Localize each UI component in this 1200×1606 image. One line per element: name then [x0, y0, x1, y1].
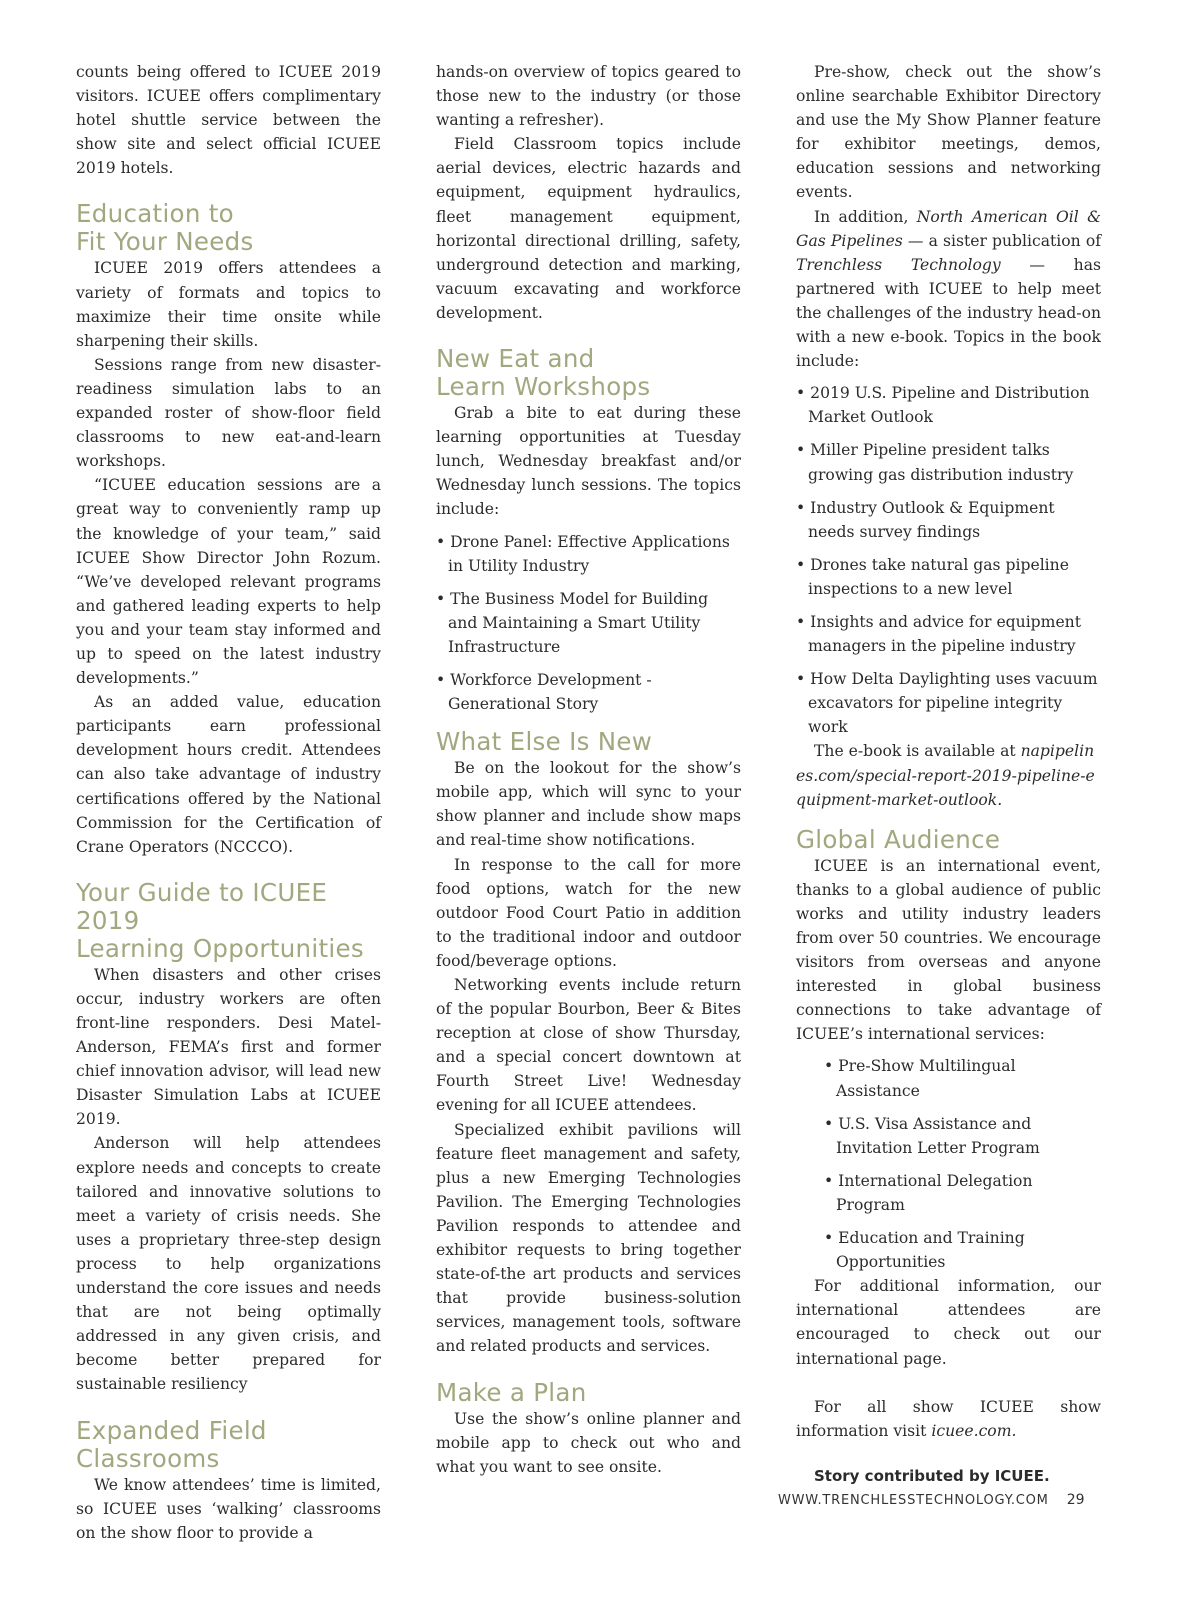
paragraph: In response to the call for more food options, watch for the new outdoor Food Court Patio in addition to the traditional indoor and outdoor food/beverage options. [436, 855, 741, 970]
list-item: • U.S. Visa Assistance and Invitation Letter Program [796, 1112, 1101, 1160]
paragraph: As an added value, education participants earn professional development hours credit. Attendees can also take advantage of industry certifications offered by the National Commission for the Certification of Crane Operators (NCCCO). [76, 693, 381, 856]
list-item: • Pre-Show Multilingual Assistance [796, 1054, 1101, 1102]
list-item: • Miller Pipeline president talks growing gas distribution industry [796, 438, 1101, 486]
list-item: • Drones take natural gas pipeline inspections to a new level [796, 553, 1101, 601]
paragraph: ICUEE 2019 offers attendees a variety of formats and topics to maximize their time onsite while sharpening their skills. [76, 259, 381, 350]
heading-guide: Your Guide to ICUEE 2019 Learning Opportunities [76, 877, 364, 963]
ebook-link[interactable]: napipelines.com/special-report-2019-pipeline-equipment-market-outlook. [796, 742, 1095, 809]
publication-name: Trenchless Technology [796, 255, 1001, 274]
paragraph: hands-on overview of topics geared to those new to the industry (or those wanting a refresher). [436, 63, 741, 130]
list-item: • The Business Model for Building and Maintaining a Smart Utility Infrastructure [436, 587, 741, 659]
heading-eat-learn: New Eat and Learn Workshops [436, 344, 651, 402]
paragraph-quote: “ICUEE education sessions are a great way to conveniently ramp up the knowledge of your team,” said ICUEE Show Director John Rozum. “We’ve developed relevant programs and gathered leading experts to help you and your team stay informed and up to speed on the latest industry developments.” [76, 476, 381, 688]
publication-name: North American Oil & Gas Pipelines [796, 207, 1101, 250]
heading-global-audience: Global Audience [796, 824, 1001, 854]
paragraph: For all show ICUEE show information visit icuee.com. [796, 1397, 1101, 1440]
list-item: • International Delegation Program [796, 1169, 1101, 1217]
paragraph: ICUEE is an international event, thanks to a global audience of public works and utility industry leaders from over 50 countries. We encourage visitors from overseas and anyone interested in global business connections to take advantage of ICUEE’s international services: [796, 856, 1101, 1044]
list-item: • Workforce Development - Generational Story [436, 668, 741, 716]
heading-education: Education to Fit Your Needs [76, 199, 254, 257]
services-list [796, 1054, 1101, 1274]
list-item: • Insights and advice for equipment managers in the pipeline industry [796, 610, 1101, 658]
page-number: 29 [1066, 1492, 1085, 1508]
story-credit: Story contributed by ICUEE. [814, 1466, 1050, 1485]
paragraph: Anderson will help attendees explore needs and concepts to create tailored and innovative solutions to meet a variety of crisis needs. She uses a proprietary three-step design process to help organizations understand the core issues and needs that are not being optimally addressed in any given crisis, and become better prepared for sustainable resiliency [76, 1134, 381, 1394]
list-item: • Drone Panel: Effective Applications in Utility Industry [436, 530, 741, 578]
paragraph: We know attendees’ time is limited, so ICUEE uses ‘walking’ classrooms on the show floor to provide a [76, 1475, 381, 1542]
paragraph: When disasters and other crises occur, industry workers are often front-line responders. Desi Matel-Anderson, FEMA’s first and former chief innovation advisor, will lead new Disaster Simulation Labs at ICUEE 2019. [76, 965, 381, 1129]
heading-make-plan: Make a Plan [436, 1377, 587, 1407]
icuee-link[interactable]: icuee.com. [931, 1421, 1017, 1440]
paragraph: For additional information, our international attendees are encouraged to check out our international page. [796, 1277, 1101, 1368]
list-item: • How Delta Daylighting uses vacuum excavators for pipeline integrity work [796, 667, 1101, 739]
heading-what-else: What Else Is New [436, 727, 653, 757]
paragraph: counts being offered to ICUEE 2019 visitors. ICUEE offers complimentary hotel shuttle service between the show site and select official ICUEE 2019 hotels. [76, 63, 381, 178]
spacer [796, 1371, 1101, 1395]
paragraph: Be on the lookout for the show’s mobile app, which will sync to your show planner and include show maps and real-time show notifications. [436, 759, 741, 850]
topics-list [436, 530, 741, 717]
list-item: • Education and Training Opportunities [796, 1226, 1101, 1274]
paragraph: Networking events include return of the popular Bourbon, Beer & Bites reception at close of show Thursday, and a special concert downtown at Fourth Street Live! Wednesday evening for all ICUEE attendees. [436, 976, 741, 1115]
paragraph: The e-book is available at napipelines.com/special-report-2019-pipeline-equipment-market-outlook. [796, 742, 1095, 809]
ebook-topics-list [796, 381, 1101, 739]
list-item: • Industry Outlook & Equipment needs survey findings [796, 496, 1101, 544]
paragraph: Specialized exhibit pavilions will feature fleet management and safety, plus a new Emerging Technologies Pavilion. The Emerging Technologies Pavilion responds to attendee and exhibitor requests to bring together state-of-the art products and services that provide business-solution services, management tools, software and related products and services. [436, 1120, 741, 1356]
paragraph: Field Classroom topics include aerial devices, electric hazards and equipment, equipment hydraulics, fleet management equipment, horizontal directional drilling, safety, underground detection and marking, vacuum excavating and workforce development. [436, 135, 741, 322]
page-footer [778, 1492, 1085, 1508]
paragraph: Grab a bite to eat during these learning opportunities at Tuesday lunch, Wednesday breakfast and/or Wednesday lunch sessions. The topics include: [436, 404, 741, 519]
column-1 [76, 60, 381, 1545]
paragraph: Pre-show, check out the show’s online searchable Exhibitor Directory and use the My Show Planner feature for exhibitor meetings, demos, education sessions and networking events. [796, 63, 1101, 202]
paragraph: Use the show’s online planner and mobile app to check out who and what you want to see onsite. [436, 1409, 741, 1476]
paragraph: Sessions range from new disaster-readiness simulation labs to an expanded roster of show-floor field classrooms to new eat-and-learn workshops. [76, 355, 381, 471]
website-url[interactable]: WWW.TRENCHLESSTECHNOLOGY.COM [778, 1493, 1049, 1508]
column-2 [436, 60, 741, 1479]
paragraph: In addition, North American Oil & Gas Pipelines — a sister publication of Trenchless Technology — has partnered with ICUEE to help meet the challenges of the industry head-on with a new e-book. Topics in the book include: [796, 207, 1102, 371]
list-item: • 2019 U.S. Pipeline and Distribution Market Outlook [796, 381, 1101, 429]
heading-field-classrooms: Expanded Field Classrooms [76, 1415, 267, 1473]
column-3 [796, 60, 1101, 1485]
